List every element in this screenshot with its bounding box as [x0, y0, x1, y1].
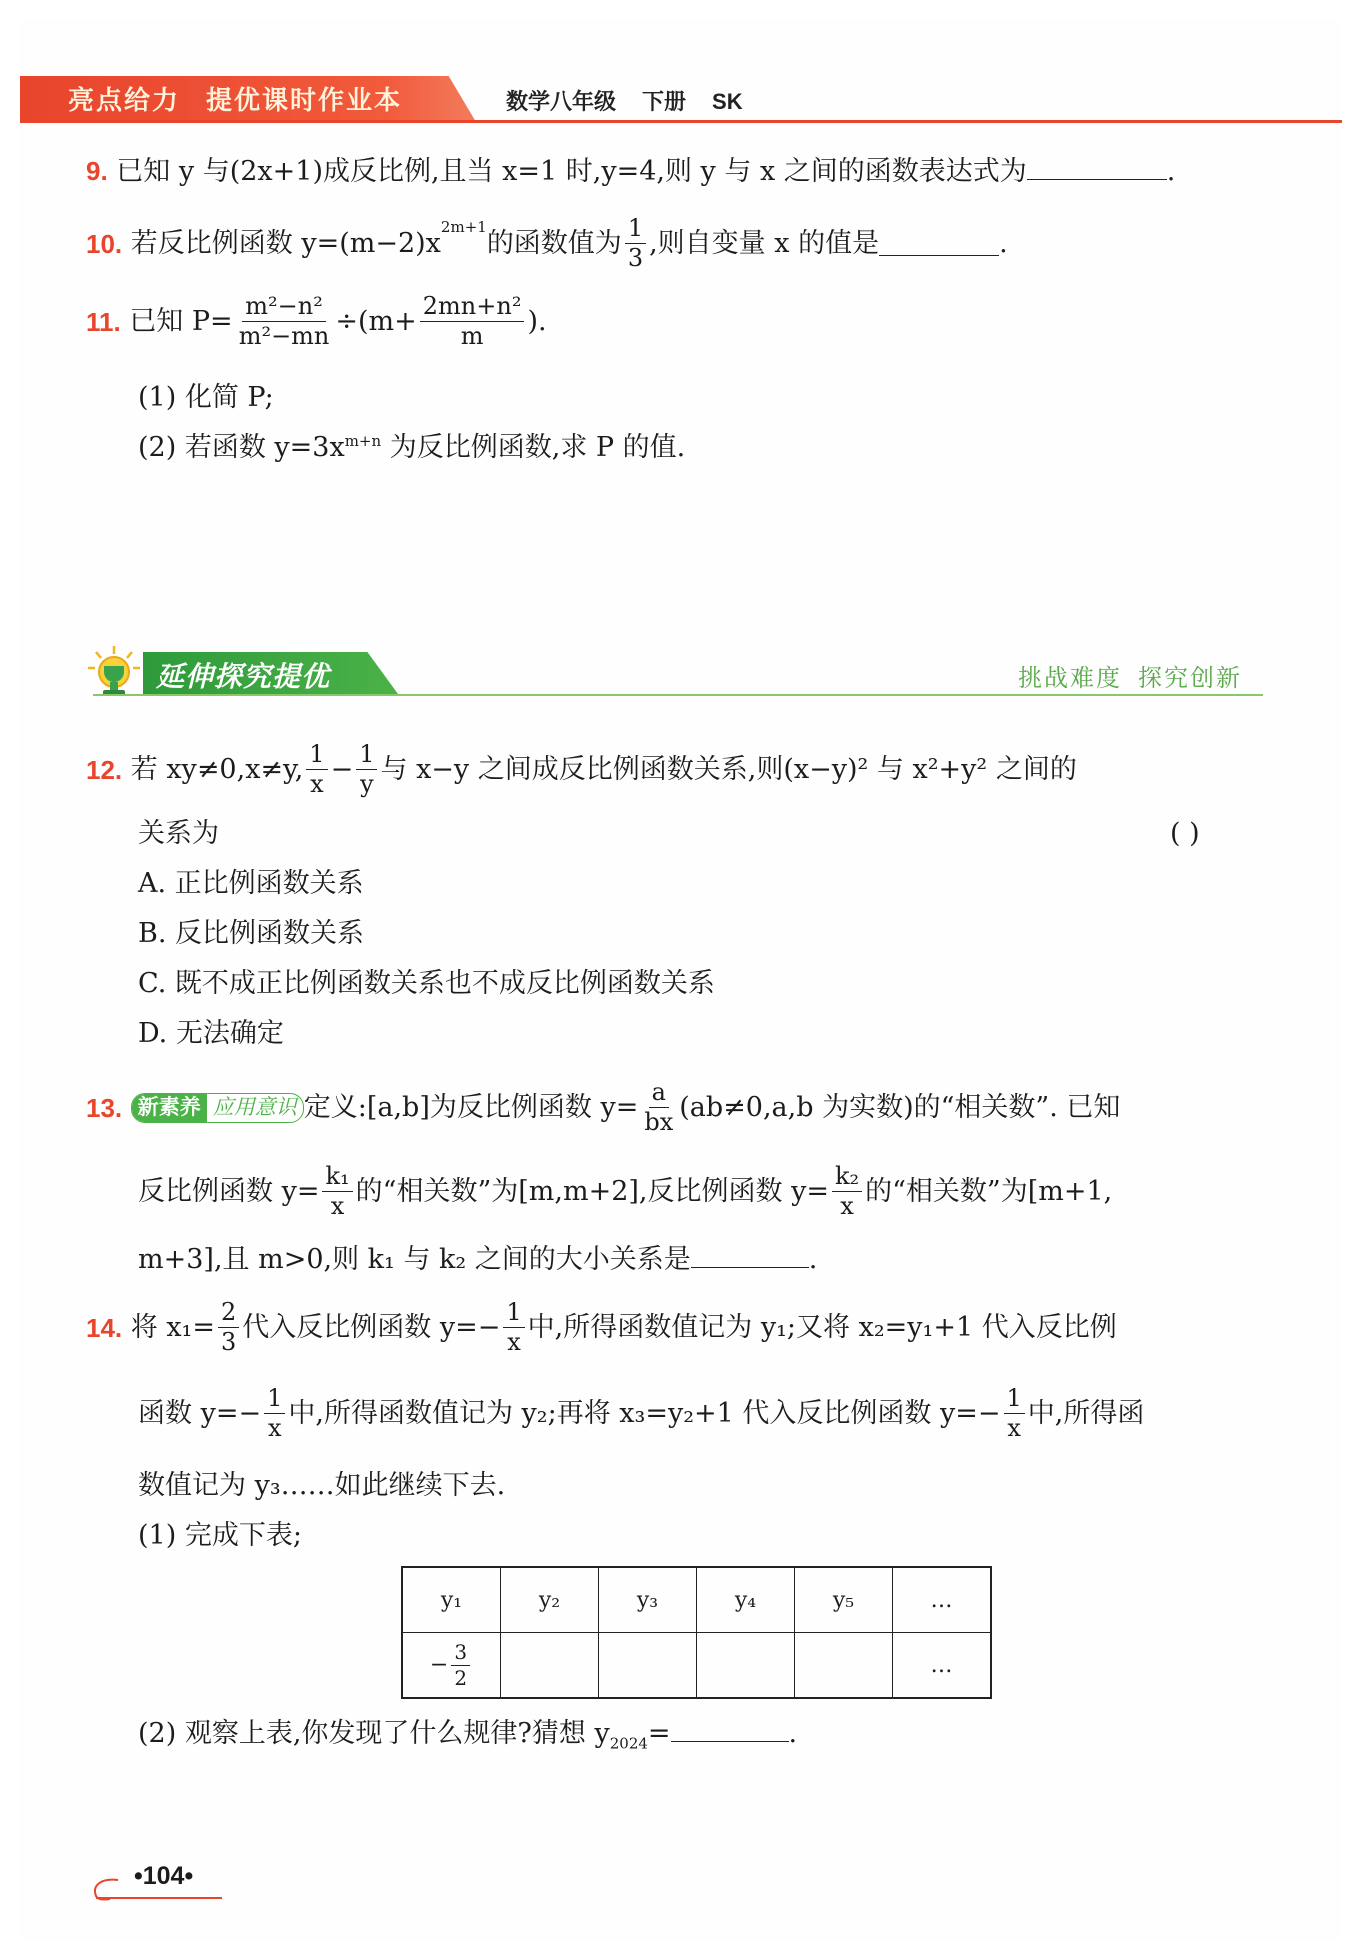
header-subject [506, 85, 769, 116]
answer-blank[interactable] [671, 1740, 789, 1742]
fraction-k1-over-x [322, 1164, 352, 1219]
subject-label: 数学八年级 [506, 89, 617, 114]
part-text-a: (2) 若函数 y=3x [138, 432, 345, 463]
option-c[interactable]: C. 既不成正比例函数关系也不成反比例函数关系 [138, 968, 715, 999]
question-14-line-2 [138, 1386, 1144, 1441]
table-cell-input[interactable] [795, 1633, 893, 1699]
numerator: 2mn+n² [420, 294, 525, 322]
denominator: x [330, 1192, 345, 1221]
answer-blank[interactable] [1027, 178, 1167, 180]
table-header-cell: y₄ [697, 1567, 795, 1633]
numerator: a [649, 1080, 669, 1108]
fraction-one-over-x [503, 1300, 524, 1355]
question-14-part-2: (2) 观察上表,你发现了什么规律?猜想 $y_{2024}=$ . [138, 1718, 798, 1753]
question-text-b: 代入反比例函数 y=− [242, 1312, 501, 1344]
fraction-one-over-x [306, 742, 327, 797]
question-13-line-3: m+3],且 m>0,则 k₁ 与 k₂ 之间的大小关系是 . [138, 1244, 818, 1275]
minus-sign: − [429, 1652, 449, 1677]
numerator: 1 [1004, 1386, 1025, 1414]
section-tags [1018, 658, 1242, 693]
question-14-line-3: 数值记为 y₃……如此继续下去. [138, 1470, 506, 1501]
table-header-row [402, 1567, 991, 1633]
brand-name: 亮点给力 [68, 85, 181, 115]
page-number: •104• [134, 1862, 194, 1890]
part-text-b: 为反比例函数,求 P 的值. [381, 432, 686, 463]
question-tail: ). [527, 306, 547, 338]
numerator: 1 [264, 1386, 285, 1414]
table-header-cell: y₅ [795, 1567, 893, 1633]
question-number: 11. [86, 306, 121, 337]
question-number: 10. [86, 228, 123, 259]
table-cell-input[interactable] [501, 1633, 599, 1699]
table-header-cell: y₁ [402, 1567, 501, 1633]
denominator: 2 [454, 1665, 468, 1690]
question-text-a: 若 xy≠0,x≠y, [130, 754, 304, 786]
question-mid: ÷(m+ [335, 306, 417, 338]
question-text-a: 定义:[a,b]为反比例函数 y= [303, 1092, 639, 1124]
question-text: 已知 y 与(2x+1)成反比例,且当 x=1 时,y=4,则 y 与 x 之间的函数表达式为 [116, 156, 1027, 187]
denominator: 3 [627, 244, 644, 273]
fraction-first [236, 294, 333, 349]
question-text-a: 若反比例函数 y=(m−2)x [130, 228, 441, 260]
question-number: 13. [86, 1092, 123, 1123]
numerator: 1 [306, 742, 327, 770]
question-13-line-2 [138, 1164, 1112, 1219]
question-11-part-2 [138, 434, 685, 461]
denominator: x [840, 1192, 854, 1221]
denominator: x [267, 1414, 282, 1443]
option-a[interactable]: A. 正比例函数关系 [138, 868, 364, 899]
question-number: 9. [86, 156, 108, 186]
table-cell-input[interactable] [599, 1633, 697, 1699]
section-tag-explore: 探究创新 [1138, 664, 1242, 692]
question-text-b: 的函数值为 [486, 228, 622, 260]
option-b[interactable]: B. 反比例函数关系 [138, 918, 365, 949]
header-title [68, 80, 402, 117]
question-lead: 已知 P= [129, 306, 233, 338]
sequence-table [401, 1566, 992, 1699]
denominator: 3 [221, 1328, 237, 1357]
question-12 [86, 742, 1077, 797]
section-title: 延伸探究提优 [156, 661, 331, 692]
page-number-rule [96, 1897, 222, 1899]
subscript: 2024 [609, 1734, 648, 1753]
denominator: x [507, 1328, 521, 1357]
numerator: 1 [356, 742, 377, 770]
part-text-a: (2) 观察上表,你发现了什么规律?猜想 y [138, 1718, 610, 1749]
numerator: 1 [625, 216, 646, 244]
numerator: 1 [503, 1300, 524, 1328]
question-12-line-2: 关系为 [138, 818, 219, 849]
line-text: m+3],且 m>0,则 k₁ 与 k₂ 之间的大小关系是 [138, 1244, 691, 1275]
table-header-cell: … [893, 1567, 992, 1633]
header-rule [20, 120, 1342, 123]
table-value-row [402, 1633, 991, 1699]
question-13 [86, 1080, 1120, 1135]
volume-label: 下册 [642, 89, 687, 114]
literacy-badge [131, 1093, 304, 1123]
question-14 [86, 1300, 1117, 1355]
denominator: x [1007, 1414, 1021, 1443]
line-text-a: 函数 y=− [138, 1398, 262, 1430]
fraction-second [420, 294, 525, 349]
question-text-b: 与 x−y 之间成反比例函数关系,则(x−y)² 与 x²+y² 之间的 [380, 754, 1077, 786]
section-tag-challenge: 挑战难度 [1018, 664, 1122, 692]
fraction-one-third [625, 216, 646, 271]
numerator: m²−n² [242, 294, 326, 322]
line-text-b: 的“相关数”为[m,m+2],反比例函数 y= [355, 1176, 829, 1208]
line-text-c: 的“相关数”为[m+1, [865, 1176, 1113, 1208]
line-text-b: 中,所得函数值记为 y₂;再将 x₃=y₂+1 代入反比例函数 y=− [288, 1398, 1001, 1430]
section-rule [93, 694, 1263, 696]
fraction-one-over-x [1004, 1386, 1025, 1441]
question-number: 12. [86, 754, 123, 785]
exponent: 2m+1 [440, 218, 487, 236]
denominator: m [460, 322, 484, 351]
part-text-b: = [647, 1718, 671, 1749]
question-text-a: 将 x₁= [130, 1312, 216, 1344]
question-11 [86, 294, 547, 349]
question-10: 10. 若反比例函数 y=(m−2)x $^{2m+1}$ 的函数值为 $\frac{1}{3}$ ,则自变量 x 的值是 . [86, 214, 1008, 273]
question-text-c: 中,所得函数值记为 y₁;又将 x₂=y₁+1 代入反比例 [527, 1312, 1117, 1344]
answer-blank[interactable] [691, 1266, 809, 1268]
table-header-cell: y₃ [599, 1567, 697, 1633]
denominator: bx [644, 1108, 674, 1137]
denominator: m²−mn [238, 322, 330, 351]
fraction-one-over-y [356, 742, 377, 797]
numerator: k₁ [322, 1164, 352, 1192]
table-header-cell: y₂ [501, 1567, 599, 1633]
denominator: y [360, 770, 374, 799]
question-number: 14. [86, 1312, 123, 1343]
fraction-a-over-bx [641, 1080, 676, 1135]
numerator: 2 [218, 1300, 239, 1328]
table-cell-y1 [402, 1633, 501, 1699]
fraction-two-thirds [218, 1300, 239, 1355]
question-9: 9. 已知 y 与(2x+1)成反比例,且当 x=1 时,y=4,则 y 与 x 之间的函数表达式为 . [86, 156, 1176, 187]
numerator: 3 [451, 1642, 470, 1666]
numerator: k₂ [832, 1164, 862, 1192]
denominator: x [310, 770, 324, 799]
table-cell-ellipsis: … [893, 1633, 992, 1699]
fraction-k2-over-x [832, 1164, 862, 1219]
answer-parentheses[interactable]: ( ) [1170, 818, 1200, 849]
edition-label: SK [712, 89, 743, 114]
question-text-b: (ab≠0,a,b 为实数)的“相关数”. 已知 [679, 1092, 1121, 1124]
badge-secondary: 应用意识 [212, 1095, 297, 1120]
question-14-part-1: (1) 完成下表; [138, 1520, 302, 1551]
series-name: 提优课时作业本 [206, 85, 403, 115]
answer-blank[interactable] [879, 254, 999, 256]
option-d[interactable]: D. 无法确定 [138, 1018, 284, 1049]
minus-sign: − [330, 754, 354, 786]
table-cell-input[interactable] [697, 1633, 795, 1699]
question-text-c: ,则自变量 x 的值是 [649, 228, 880, 260]
question-11-part-1: (1) 化简 P; [138, 382, 274, 413]
fraction-one-over-x [264, 1386, 285, 1441]
line-text-c: 中,所得函 [1027, 1398, 1145, 1430]
fraction-three-halves [451, 1639, 470, 1690]
badge-primary: 新素养 [132, 1094, 207, 1122]
line-text-a: 反比例函数 y= [138, 1176, 320, 1208]
exponent: m+n [344, 432, 382, 450]
